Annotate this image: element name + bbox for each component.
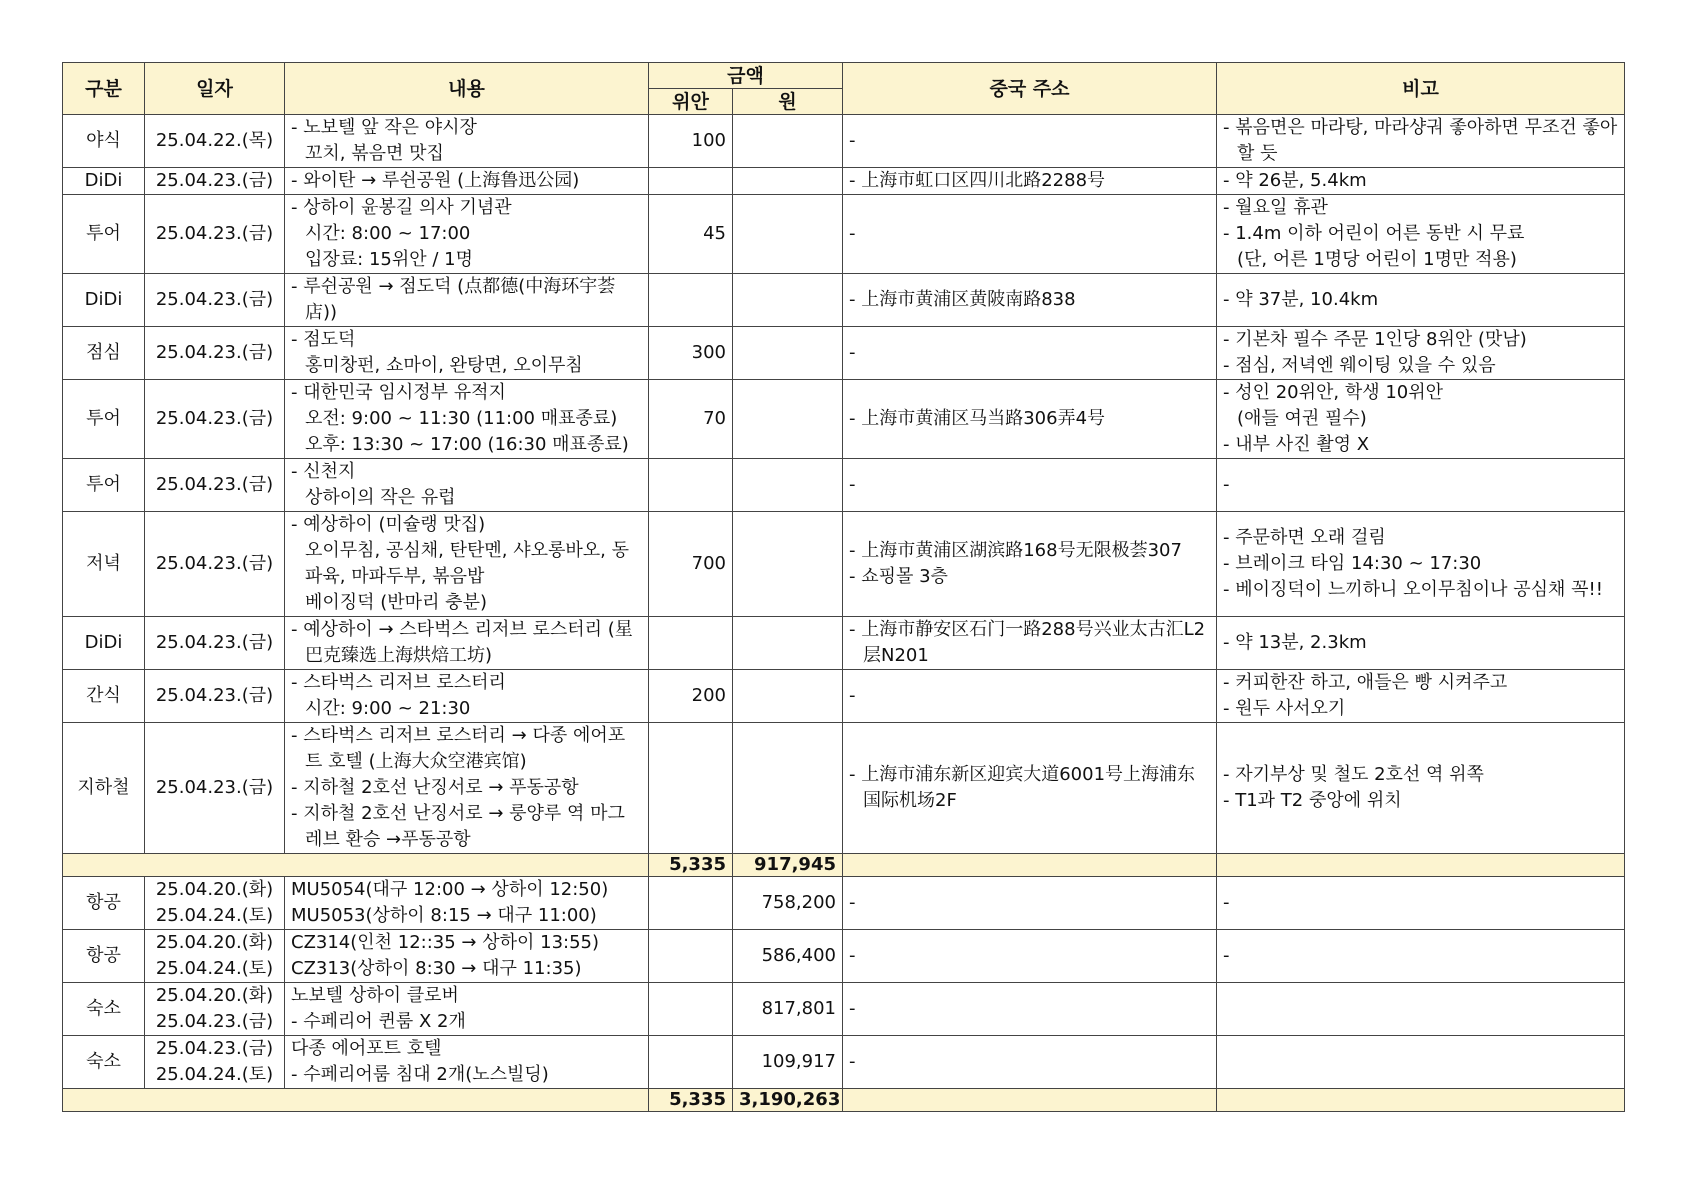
note-line: - 내부 사진 촬영 X — [1223, 434, 1370, 455]
cell-yuan: 200 — [649, 670, 733, 723]
content-line: - 상하이 윤봉길 의사 기념관 — [291, 197, 512, 218]
subtotal-row-note — [1217, 854, 1625, 877]
date-line: 25.04.24.(토) — [155, 958, 274, 979]
subtotal-row-address — [843, 854, 1217, 877]
note-line: - 원두 사서오기 — [1223, 698, 1346, 719]
cell-address — [843, 670, 1217, 723]
cell-note — [1217, 459, 1625, 512]
date-line: 25.04.23.(금) — [155, 170, 274, 191]
cell-won — [733, 670, 843, 723]
address-line: - 쇼핑몰 3층 — [849, 566, 948, 587]
table-row — [63, 670, 1625, 723]
header-amount: 금액 — [649, 63, 843, 89]
cell-note — [1217, 877, 1625, 930]
address-line: - 上海市黄浦区湖滨路168号无限极荟307 — [849, 540, 1182, 561]
cell-date — [145, 877, 285, 930]
cell-note — [1217, 195, 1625, 274]
cell-note — [1217, 327, 1625, 380]
content-line: 시간: 8:00 ~ 17:00 — [305, 223, 471, 244]
cell-content — [285, 930, 649, 983]
table-row — [63, 983, 1625, 1036]
address-line: - — [849, 892, 856, 913]
cell-date — [145, 983, 285, 1036]
cell-category: 점심 — [63, 327, 145, 380]
content-line: 오이무침, 공심채, 탄탄멘, 샤오롱바오, 동파육, 마파두부, 볶음밥 — [305, 540, 629, 587]
cell-content — [285, 380, 649, 459]
cell-note — [1217, 930, 1625, 983]
content-line: - 지하철 2호선 난징서로 → 룽양루 역 마그레브 환승 →푸동공항 — [291, 803, 625, 850]
cell-category: 항공 — [63, 930, 145, 983]
header-date: 일자 — [145, 63, 285, 115]
cell-note — [1217, 1036, 1625, 1089]
table-row — [63, 930, 1625, 983]
content-line: 베이징덕 (반마리 충분) — [305, 592, 487, 613]
cell-date — [145, 512, 285, 617]
note-line: - 약 37분, 10.4km — [1223, 289, 1379, 310]
content-line: - 지하철 2호선 난징서로 → 푸동공항 — [291, 777, 579, 798]
subtotal-row-yuan: 5,335 — [649, 854, 733, 877]
cell-date — [145, 723, 285, 854]
header-category: 구분 — [63, 63, 145, 115]
address-line: - — [849, 945, 856, 966]
cell-address — [843, 168, 1217, 195]
cell-won — [733, 274, 843, 327]
header-content: 내용 — [285, 63, 649, 115]
cell-category: 간식 — [63, 670, 145, 723]
table-row — [63, 1036, 1625, 1089]
cell-category: 투어 — [63, 459, 145, 512]
date-line: 25.04.23.(금) — [155, 777, 274, 798]
content-line: MU5053(상하이 8:15 → 대구 11:00) — [291, 905, 597, 926]
cell-content — [285, 274, 649, 327]
date-line: 25.04.23.(금) — [155, 685, 274, 706]
cell-content — [285, 195, 649, 274]
content-line: - 대한민국 임시정부 유적지 — [291, 382, 506, 403]
cell-address — [843, 723, 1217, 854]
table-row — [63, 195, 1625, 274]
cell-won: 758,200 — [733, 877, 843, 930]
total-row — [63, 1089, 1625, 1112]
cell-yuan: 45 — [649, 195, 733, 274]
cell-date — [145, 115, 285, 168]
content-line: 다종 에어포트 호텔 — [291, 1038, 442, 1059]
cell-won — [733, 617, 843, 670]
note-line: (애들 여권 필수) — [1237, 408, 1367, 429]
total-row-yuan: 5,335 — [649, 1089, 733, 1112]
cell-yuan: 100 — [649, 115, 733, 168]
address-line: - — [849, 474, 856, 495]
cell-won — [733, 168, 843, 195]
cell-yuan — [649, 1036, 733, 1089]
date-line: 25.04.23.(금) — [155, 632, 274, 653]
date-line: 25.04.23.(금) — [155, 474, 274, 495]
cell-category: 투어 — [63, 380, 145, 459]
table-row — [63, 512, 1625, 617]
address-line: - 上海市虹口区四川北路2288号 — [849, 170, 1106, 191]
note-line: - 브레이크 타임 14:30 ~ 17:30 — [1223, 553, 1482, 574]
cell-yuan: 300 — [649, 327, 733, 380]
content-line: - 수페리어 퀸룸 X 2개 — [291, 1011, 466, 1032]
content-line: - 루쉰공원 → 점도덕 (点都德(中海环宇荟店)) — [291, 276, 616, 323]
note-line: - 자기부상 및 철도 2호선 역 위쪽 — [1223, 764, 1484, 785]
content-line: 오후: 13:30 ~ 17:00 (16:30 매표종료) — [305, 434, 629, 455]
content-line: - 수페리어룸 침대 2개(노스빌딩) — [291, 1064, 549, 1085]
cell-yuan — [649, 617, 733, 670]
cell-content — [285, 617, 649, 670]
cell-content — [285, 1036, 649, 1089]
subtotal-row — [63, 854, 1625, 877]
date-line: 25.04.20.(화) — [155, 879, 274, 900]
cell-date — [145, 327, 285, 380]
cell-date — [145, 459, 285, 512]
content-line: - 스타벅스 리저브 로스터리 — [291, 672, 506, 693]
cell-category: DiDi — [63, 617, 145, 670]
cell-won: 109,917 — [733, 1036, 843, 1089]
cell-won — [733, 723, 843, 854]
cell-content — [285, 877, 649, 930]
address-line: - 上海市静安区石门一路288号兴业太古汇L2层N201 — [849, 619, 1206, 666]
note-line: - T1과 T2 중앙에 위치 — [1223, 790, 1402, 811]
cell-yuan: 70 — [649, 380, 733, 459]
cell-date — [145, 195, 285, 274]
table-row — [63, 723, 1625, 854]
date-line: 25.04.22.(목) — [155, 130, 274, 151]
cell-address — [843, 274, 1217, 327]
note-line: - 베이징덕이 느끼하니 오이무침이나 공심채 꼭!! — [1223, 579, 1603, 600]
content-line: - 와이탄 → 루쉰공원 (上海鲁迅公园) — [291, 170, 580, 191]
table-row — [63, 274, 1625, 327]
table-row — [63, 459, 1625, 512]
content-line: 노보텔 상하이 클로버 — [291, 985, 459, 1006]
cell-category: 숙소 — [63, 983, 145, 1036]
cell-category: 숙소 — [63, 1036, 145, 1089]
content-line: CZ313(상하이 8:30 → 대구 11:35) — [291, 958, 582, 979]
cell-won: 817,801 — [733, 983, 843, 1036]
cell-yuan — [649, 723, 733, 854]
date-line: 25.04.23.(금) — [155, 342, 274, 363]
cell-note — [1217, 983, 1625, 1036]
cell-category: DiDi — [63, 274, 145, 327]
cell-won — [733, 512, 843, 617]
cell-won — [733, 327, 843, 380]
cell-date — [145, 380, 285, 459]
date-line: 25.04.24.(토) — [155, 1064, 274, 1085]
cell-date — [145, 617, 285, 670]
table-row — [63, 380, 1625, 459]
address-line: - — [849, 998, 856, 1019]
cell-date — [145, 1036, 285, 1089]
cell-won — [733, 459, 843, 512]
content-line: 홍미창펀, 쇼마이, 완탕면, 오이무침 — [305, 355, 583, 376]
address-line: - 上海市浦东新区迎宾大道6001号上海浦东国际机场2F — [849, 764, 1196, 811]
cell-won: 586,400 — [733, 930, 843, 983]
total-row-won: 3,190,263 — [733, 1089, 843, 1112]
cell-content — [285, 983, 649, 1036]
content-line: 상하이의 작은 유럽 — [305, 487, 456, 508]
cell-note — [1217, 723, 1625, 854]
note-line: - 점심, 저녁엔 웨이팅 있을 수 있음 — [1223, 355, 1496, 376]
cell-category: 지하철 — [63, 723, 145, 854]
note-line: - — [1223, 892, 1230, 913]
date-line: 25.04.23.(금) — [155, 289, 274, 310]
cell-note — [1217, 115, 1625, 168]
cell-yuan — [649, 930, 733, 983]
content-line: - 신천지 — [291, 461, 356, 482]
cell-note — [1217, 380, 1625, 459]
table-row — [63, 168, 1625, 195]
cell-category: 투어 — [63, 195, 145, 274]
cell-content — [285, 670, 649, 723]
cell-won — [733, 115, 843, 168]
cell-date — [145, 670, 285, 723]
content-line: - 점도덕 — [291, 329, 356, 350]
address-line: - — [849, 1051, 856, 1072]
note-line: - 주문하면 오래 걸림 — [1223, 527, 1386, 548]
note-line: - 볶음면은 마라탕, 마라샹궈 좋아하면 무조건 좋아할 듯 — [1223, 117, 1618, 164]
cell-address — [843, 877, 1217, 930]
cell-address — [843, 930, 1217, 983]
cell-content — [285, 723, 649, 854]
cell-category: 야식 — [63, 115, 145, 168]
table-row — [63, 617, 1625, 670]
cell-category: 저녁 — [63, 512, 145, 617]
content-line: 시간: 9:00 ~ 21:30 — [305, 698, 471, 719]
note-line: - — [1223, 474, 1230, 495]
address-line: - 上海市黄浦区黄陂南路838 — [849, 289, 1076, 310]
content-line: - 스타벅스 리저브 로스터리 → 다종 에어포트 호텔 (上海大众空港宾馆) — [291, 725, 626, 772]
cell-address — [843, 617, 1217, 670]
total-row-address — [843, 1089, 1217, 1112]
cell-address — [843, 1036, 1217, 1089]
cell-note — [1217, 670, 1625, 723]
total-row-label — [63, 1089, 649, 1112]
cell-note — [1217, 512, 1625, 617]
cell-content — [285, 512, 649, 617]
cell-yuan: 700 — [649, 512, 733, 617]
address-line: - — [849, 685, 856, 706]
cell-won — [733, 380, 843, 459]
address-line: - — [849, 223, 856, 244]
table-row — [63, 115, 1625, 168]
address-line: - — [849, 342, 856, 363]
cell-content — [285, 168, 649, 195]
note-line: - 커피한잔 하고, 애들은 빵 시켜주고 — [1223, 672, 1508, 693]
cell-content — [285, 115, 649, 168]
cell-date — [145, 930, 285, 983]
cell-note — [1217, 274, 1625, 327]
note-line: - — [1223, 945, 1230, 966]
cell-content — [285, 327, 649, 380]
header-address: 중국 주소 — [843, 63, 1217, 115]
content-line: - 예상하이 → 스타벅스 리저브 로스터리 (星巴克臻选上海烘焙工坊) — [291, 619, 633, 666]
date-line: 25.04.23.(금) — [155, 1011, 274, 1032]
note-line: (단, 어른 1명당 어린이 1명만 적용) — [1237, 249, 1517, 270]
cell-yuan — [649, 983, 733, 1036]
cell-won — [733, 195, 843, 274]
cell-address — [843, 459, 1217, 512]
content-line: - 노보텔 앞 작은 야시장 — [291, 117, 477, 138]
note-line: - 월요일 휴관 — [1223, 197, 1328, 218]
header-note: 비고 — [1217, 63, 1625, 115]
address-line: - — [849, 130, 856, 151]
note-line: - 약 26분, 5.4km — [1223, 170, 1367, 191]
cell-content — [285, 459, 649, 512]
cell-address — [843, 983, 1217, 1036]
header-yuan: 위안 — [649, 89, 733, 115]
cell-address — [843, 512, 1217, 617]
content-line: MU5054(대구 12:00 → 상하이 12:50) — [291, 879, 609, 900]
address-line: - 上海市黄浦区马当路306弄4号 — [849, 408, 1106, 429]
cell-yuan — [649, 274, 733, 327]
note-line: - 1.4m 이하 어린이 어른 동반 시 무료 — [1223, 223, 1525, 244]
cell-address — [843, 195, 1217, 274]
total-row-note — [1217, 1089, 1625, 1112]
cell-date — [145, 274, 285, 327]
cell-address — [843, 380, 1217, 459]
date-line: 25.04.20.(화) — [155, 985, 274, 1006]
cell-address — [843, 327, 1217, 380]
cell-category: 항공 — [63, 877, 145, 930]
date-line: 25.04.23.(금) — [155, 1038, 274, 1059]
cell-address — [843, 115, 1217, 168]
cell-yuan — [649, 877, 733, 930]
date-line: 25.04.23.(금) — [155, 553, 274, 574]
expense-table — [62, 62, 1625, 1112]
cell-yuan — [649, 459, 733, 512]
cell-category: DiDi — [63, 168, 145, 195]
cell-note — [1217, 168, 1625, 195]
date-line: 25.04.23.(금) — [155, 408, 274, 429]
date-line: 25.04.23.(금) — [155, 223, 274, 244]
content-line: - 예상하이 (미슐랭 맛집) — [291, 514, 486, 535]
content-line: 꼬치, 볶음면 맛집 — [305, 143, 444, 164]
subtotal-row-label — [63, 854, 649, 877]
date-line: 25.04.24.(토) — [155, 905, 274, 926]
content-line: CZ314(인천 12::35 → 상하이 13:55) — [291, 932, 600, 953]
note-line: - 기본차 필수 주문 1인당 8위안 (맛남) — [1223, 329, 1527, 350]
table-row — [63, 327, 1625, 380]
table-row — [63, 877, 1625, 930]
cell-date — [145, 168, 285, 195]
date-line: 25.04.20.(화) — [155, 932, 274, 953]
cell-note — [1217, 617, 1625, 670]
note-line: - 약 13분, 2.3km — [1223, 632, 1367, 653]
content-line: 입장료: 15위안 / 1명 — [305, 249, 473, 270]
cell-yuan — [649, 168, 733, 195]
note-line: - 성인 20위안, 학생 10위안 — [1223, 382, 1444, 403]
subtotal-row-won: 917,945 — [733, 854, 843, 877]
content-line: 오전: 9:00 ~ 11:30 (11:00 매표종료) — [305, 408, 618, 429]
header-won: 원 — [733, 89, 843, 115]
